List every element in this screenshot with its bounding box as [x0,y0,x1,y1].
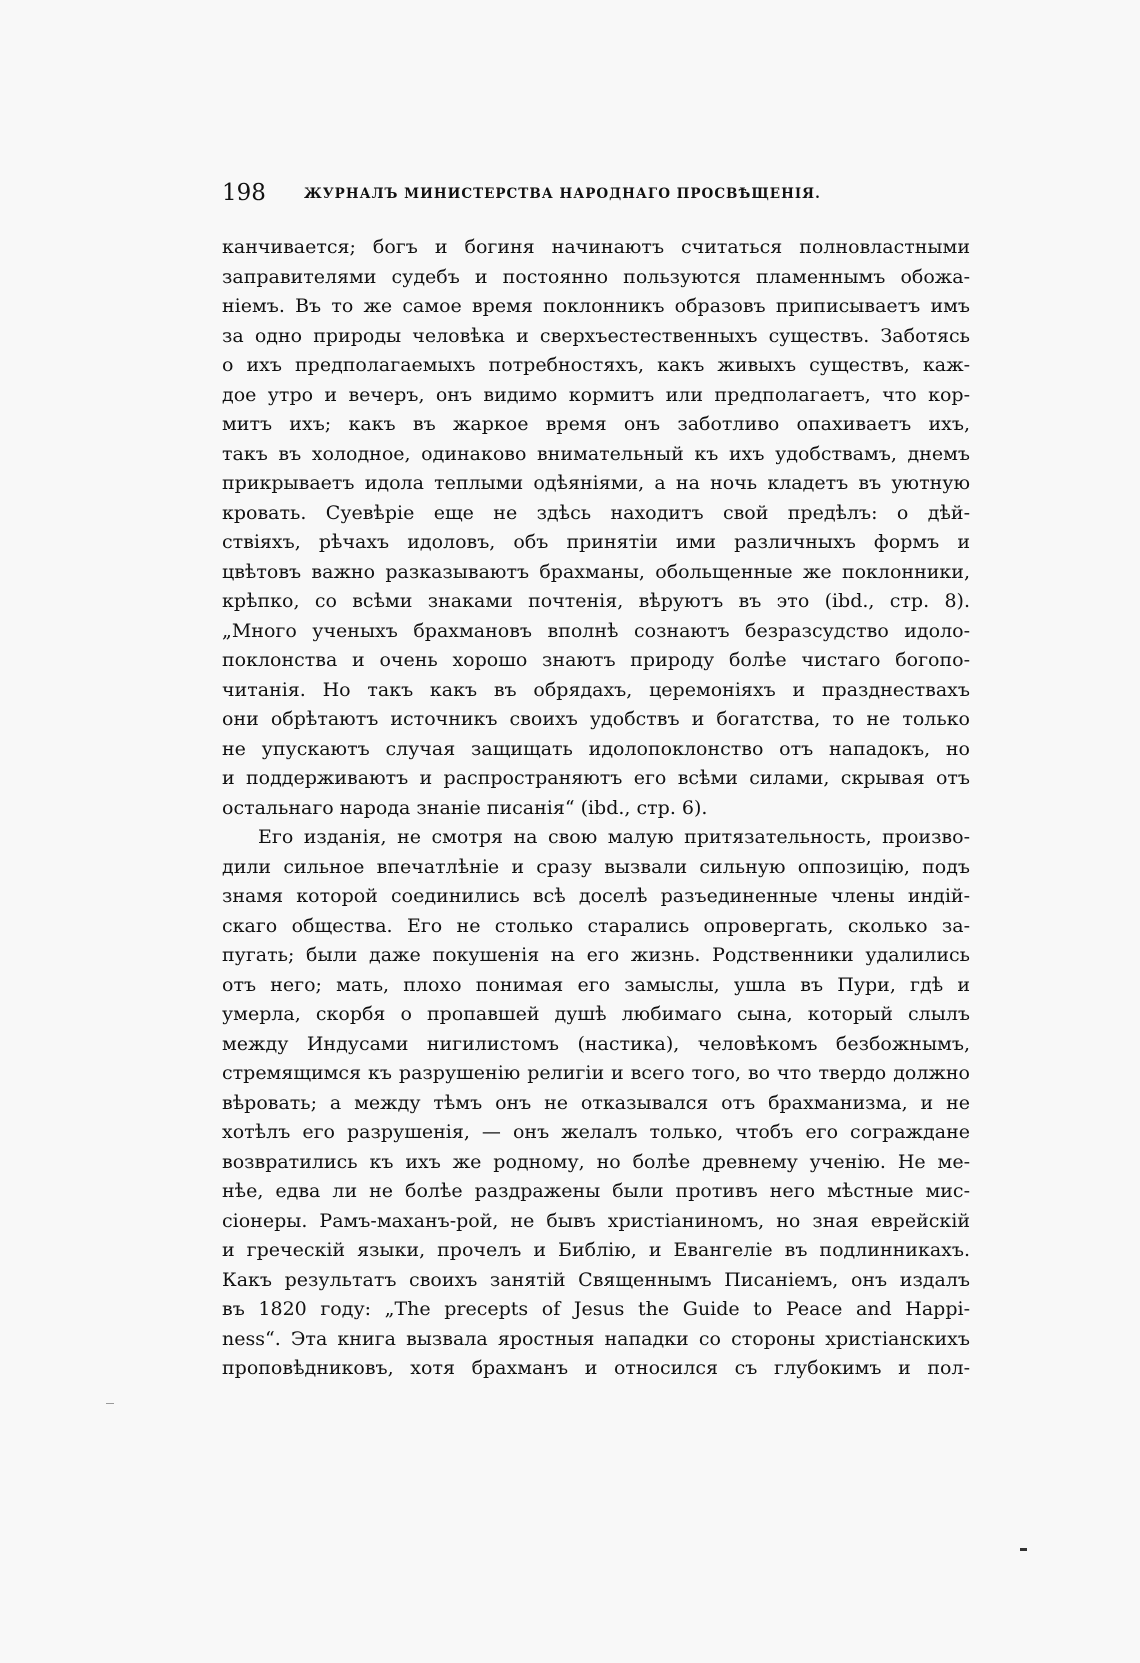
text-line: „Много ученыхъ брахмановъ вполнѣ сознаютъ безразсудство идоло- [222,619,970,642]
text-line: ніемъ. Въ то же самое время поклонникъ образовъ приписываетъ имъ [222,295,970,317]
text-line: такъ въ холодное, одинаково внимательный къ ихъ удобствамъ, днемъ [222,442,970,465]
text-line: кровать. Суевѣріе еще не здѣсь находитъ свой предѣлъ: о дѣй- [222,501,970,524]
paragraph-end-line: остальнаго народа знаніе писанія“ (ibd., стр. 6). [222,796,708,819]
text-line: стремящимся къ разрушенію религіи и всего того, во что твердо должно [222,1062,970,1084]
body-text [222,233,970,1384]
running-title: ЖУРНАЛЪ МИНИСТЕРСТВА НАРОДНАГО ПРОСВѢЩЕНІЯ. [304,186,821,202]
text-line: знамя которой соединились всѣ доселѣ разъединенные члены индій- [222,885,970,907]
text-line: ness“. Эта книга вызвала яростныя нападки со стороны христіанскихъ [222,1327,970,1350]
text-line: возвратились къ ихъ же родному, но болѣе древнему ученію. Не ме- [222,1150,970,1173]
text-line: ствіяхъ, рѣчахъ идоловъ, объ принятіи ими различныхъ формъ и [222,531,970,553]
text-line: о ихъ предполагаемыхъ потребностяхъ, какъ живыхъ существъ, каж- [222,354,970,376]
text-line: канчивается; богъ и богиня начинаютъ считаться полновластными [222,236,970,258]
text-line: прикрываетъ идола теплыми одѣяніями, а на ночь кладетъ въ уютную [222,472,970,494]
text-line: проповѣдниковъ, хотя брахманъ и относился съ глубокимъ и пол- [222,1357,970,1379]
page-header [222,180,970,212]
text-line: вѣровать; а между тѣмъ онъ не отказывался отъ брахманизма, и не [222,1091,970,1114]
text-line: крѣпко, со всѣми знаками почтенія, вѣруютъ въ это (ibd., стр. 8). [222,590,970,612]
text-line: отъ него; мать, плохо понимая его замыслы, ушла въ Пури, гдѣ и [222,973,970,996]
text-line: дили сильное впечатлѣніе и сразу вызвали сильную оппозицію, подъ [222,855,970,878]
text-line: и поддерживаютъ и распространяютъ его всѣми силами, скрывая отъ [222,767,970,789]
text-line: умерла, скорбя о пропавшей душѣ любимаго сына, который слылъ [222,1003,970,1025]
text-line: цвѣтовъ важно разказываютъ брахманы, обольщенные же поклонники, [222,560,970,583]
text-line: и греческій языки, прочелъ и Библію, и Евангеліе въ подлинникахъ. [222,1239,970,1261]
text-line: за одно природы человѣка и сверхъестественныхъ существъ. Заботясь [222,324,970,347]
scan-speck [1020,1548,1027,1551]
text-line: между Индусами нигилистомъ (настика), человѣкомъ безбожнымъ, [222,1032,970,1055]
text-line: они обрѣтаютъ источникъ своихъ удобствъ и богатства, то не только [222,708,970,730]
text-line: нѣе, едва ли не болѣе раздражены были противъ него мѣстные мис- [222,1180,970,1202]
text-line: хотѣлъ его разрушенія, — онъ желалъ только, чтобъ его сограждане [222,1121,970,1143]
scan-speck [106,1403,114,1404]
text-line: Какъ результатъ своихъ занятій Священнымъ Писаніемъ, онъ издалъ [222,1268,970,1291]
text-line: пугать; были даже покушенія на его жизнь. Родственники удалились [222,944,970,966]
text-line: скаго общества. Его не столько старались опровергать, сколько за- [222,914,970,937]
text-line: сіонеры. Рамъ-маханъ-рой, не бывъ христіаниномъ, но зная еврейскій [222,1209,970,1232]
text-line: поклонства и очень хорошо знаютъ природу болѣе чистаго богопо- [222,649,970,671]
paragraph-start-line: Его изданія, не смотря на свою малую притязательность, произво- [258,826,970,848]
text-line: въ 1820 году: „The precepts of Jesus the Guide to Peace and Happi- [222,1298,970,1320]
page-number: 198 [222,180,266,206]
text-line: не упускаютъ случая защищать идолопоклонство отъ нападокъ, но [222,737,970,760]
text-line: заправителями судебъ и постоянно пользуются пламеннымъ обожа- [222,265,970,288]
text-line: читанія. Но такъ какъ въ обрядахъ, церемоніяхъ и празднествахъ [222,678,970,701]
text-line: дое утро и вечеръ, онъ видимо кормитъ или предполагаетъ, что кор- [222,383,970,406]
text-line: митъ ихъ; какъ въ жаркое время онъ заботливо опахиваетъ ихъ, [222,413,970,435]
